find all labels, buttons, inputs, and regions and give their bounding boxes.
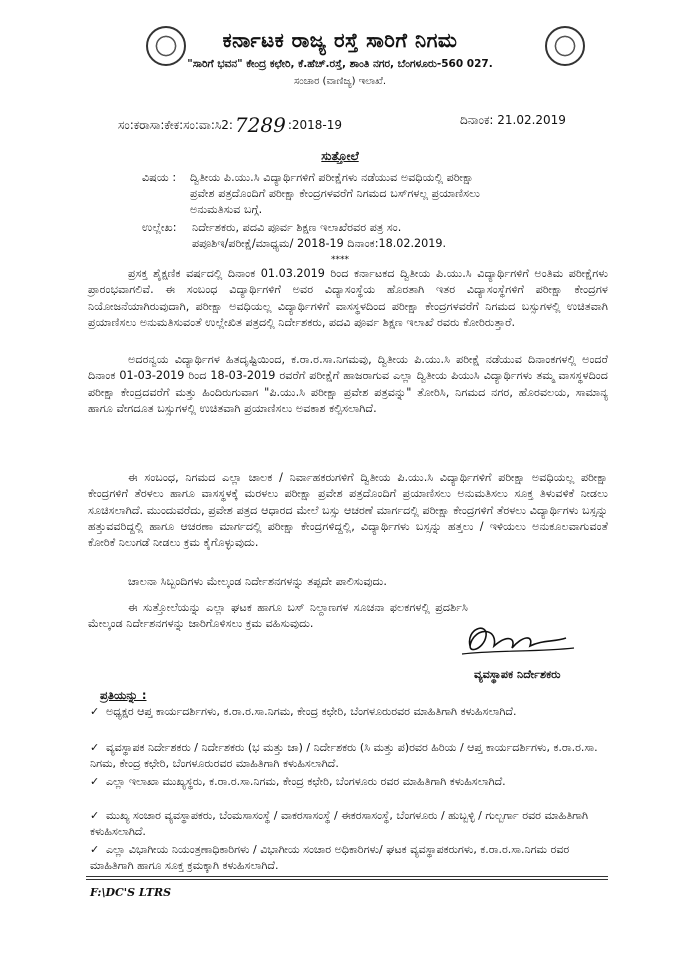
department-line: ಸಂಚಾರ (ವಾಣಿಜ್ಯ) ಇಲಾಖೆ. xyxy=(293,76,387,87)
handwritten-number: 7289 xyxy=(234,113,286,137)
body-paragraph: ಈ ಸಂಬಂಧ, ನಿಗಮದ ಎಲ್ಲಾ ಚಾಲಕ / ನಿರ್ವಾಹಕರುಗಳಿಗೆ ದ್ವಿತೀಯ ಪಿ.ಯು.ಸಿ ವಿದ್ಯಾರ್ಥಿಗಳಿಗೆ ಪರೀಕ್ಷಾ ಅವಧಿಯಲ್ಲ ಪರೀಕ್ಷಾ ಕೇಂದ್ರಗಳಿಗೆ ತೆರಳಲು ಹಾಗೂ ವಾಸಸ್ಥಳಕ್ಕೆ ಮರಳಲು ಪರೀಕ್ಷಾ ಪ್ರವೇಶ ಪತ್ರದೊಂದಿಗೆ ಪ್ರಯಾಣಿಸಲು ಅನುಮತಿಸಲು ಸೂಕ್ತ ತಿಳುವಳಿಕೆ ನೀಡಲು ಸೂಚಿಸಲಾಗಿದೆ. ಮುಂದುವರೆದು, ಪ್ರವೇಶ ಪತ್ರದ ಆಧಾರದ ಮೇಲೆ ಬಸ್ಸು ಆಚರಣೆ ಮಾರ್ಗದಲ್ಲಿ ಪರೀಕ್ಷಾ ಕೇಂದ್ರಗಳಿಗೆ ತೆರಳಲು ವಿದ್ಯಾರ್ಥಿಗಳು ಬಸ್ಸನ್ನು ಹತ್ತುವವರಿದ್ದಲ್ಲಿ ಹಾಗೂ ಆಚರಣಾ ಮಾರ್ಗದಲ್ಲಿ ಪರೀಕ್ಷಾ ಕೇಂದ್ರಗಳಿದ್ದಲ್ಲಿ, ವಿದ್ಯಾರ್ಥಿಗಳು ಬಸ್ಸನ್ನು ಹತ್ತಲು / ಇಳಿಯಲು ಅನುಕೂಲವಾಗುವಂತೆ ಕೋರಿಕೆ ನಿಲುಗಡೆ ನೀಡಲು ಕ್ರಮ ಕೈಗೊಳ್ಳುವುದು. xyxy=(88,471,608,550)
body-paragraph: ಅದರನ್ವಯ ವಿದ್ಯಾರ್ಥಿಗಳ ಹಿತದೃಷ್ಟಿಯಿಂದ, ಕ.ರಾ.ರ.ಸಾ.ನಿಗಮವು, ದ್ವಿತೀಯ ಪಿ.ಯು.ಸಿ ಪರೀಕ್ಷೆ ನಡೆಯುವ ದಿನಾಂಕಗಳಲ್ಲಿ ಅಂದರೆ ದಿನಾಂಕ 01-03-2019 ರಿಂದ 18-03-2019 ರವರೆಗೆ ಪರೀಕ್ಷೆಗೆ ಹಾಜರಾಗುವ ಎಲ್ಲಾ ದ್ವಿತೀಯ ಪಿಯುಸಿ ವಿದ್ಯಾರ್ಥಿಗಳು ತಮ್ಮ ವಾಸಸ್ಥಳದಿಂದ ಪರೀಕ್ಷಾ ಕೇಂದ್ರದವರೆಗೆ ಮತ್ತು ಹಿಂದಿರುಗುವಾಗ "ಪಿ.ಯು.ಸಿ ಪರೀಕ್ಷಾ ಪ್ರವೇಶ ಪತ್ರವನ್ನು" ತೋರಿಸಿ, ನಿಗಮದ ನಗರ, ಹೊರವಲಯ, ಸಾಮಾನ್ಯ ಹಾಗೂ ವೇಗದೂತ ಬಸ್ಸುಗಳಲ್ಲಿ ಉಚಿತವಾಗಿ ಪ್ರಯಾಣಿಸಲು ಅವಕಾಶ ಕಲ್ಪಿಸಲಾಗಿದೆ. xyxy=(88,353,608,415)
check-icon: ✓ xyxy=(90,775,100,788)
reference-prefix: ಸಂ:ಕರಾಸಾ:ಕೇಕ:ಸಂ:ವಾ:ಸಿ2: xyxy=(118,118,233,132)
copy-item-text: ಎಲ್ಲಾ ವಿಭಾಗೀಯ ನಿಯಂತ್ರಣಾಧಿಕಾರಿಗಳು / ವಿಭಾಗೀಯ ಸಂಚಾರ ಅಧಿಕಾರಿಗಳು/ ಘಟಕ ವ್ಯವಸ್ಥಾಪಕರುಗಳು, ಕ.ರಾ.ರ.ಸಾ.ನಿಗಮ ರವರ ಮಾಹಿತಿಗಾಗಿ ಹಾಗೂ ಸೂಕ್ತ ಕ್ರಮಕ್ಕಾಗಿ ಕಳುಹಿಸಲಾಗಿದೆ. xyxy=(90,843,570,873)
copy-item-text: ವ್ಯವಸ್ಥಾಪಕ ನಿರ್ದೇಶಕರು / ನಿರ್ದೇಶಕರು (ಭ ಮತ್ತು ಜಾ) / ನಿರ್ದೇಶಕರು (ಸಿ ಮತ್ತು ಪ)ರವರ ಹಿರಿಯ / ಆಪ್ತ ಕಾರ್ಯದರ್ಶಿಗಳು, ಕ.ರಾ.ರ.ಸಾ. ನಿಗಮ, ಕೇಂದ್ರ ಕಛೇರಿ, ಬೆಂಗಳೂರುರವರ ಮಾಹಿತಿಗಾಗಿ ಕಳುಹಿಸಲಾಗಿದೆ. xyxy=(90,741,598,771)
copy-item xyxy=(90,774,615,790)
organization-name: ಕರ್ನಾಟಕ ರಾಜ್ಯ ರಸ್ತೆ ಸಾರಿಗೆ ನಿಗಮ xyxy=(222,28,458,52)
file-path-footer: F:\DC'S LTRS xyxy=(90,886,172,899)
organization-address: "ಸಾರಿಗೆ ಭವನ" ಕೇಂದ್ರ ಕಛೇರಿ, ಕೆ.ಹೆಚ್.ರಸ್ತೆ, ಶಾಂತಿ ನಗರ, ಬೆಂಗಳೂರು-560 027. xyxy=(187,58,493,70)
check-icon: ✓ xyxy=(90,809,100,822)
footer-divider xyxy=(86,876,608,877)
reference-note-line: ಪಪೂಶಿಇ/ಪರೀಕ್ಷೆ/ಮಾಧ್ಯಮ/ 2018-19 ದಿನಾಂಕ:18.02.2019. xyxy=(192,237,447,250)
copy-item-text: ಮುಖ್ಯ ಸಂಚಾರ ವ್ಯವಸ್ಥಾಪಕರು, ಬೆಂಮಸಾಸಂಸ್ಥೆ / ವಾಕರಸಾಸಂಸ್ಥೆ / ಈಕರಸಾಸಂಸ್ಥೆ, ಬೆಂಗಳೂರು / ಹುಬ್ಬಳ್ಳಿ / ಗುಲ್ಬರ್ಗಾ ರವರ ಮಾಹಿತಿಗಾಗಿ ಕಳುಹಿಸಲಾಗಿದೆ. xyxy=(90,809,589,839)
copy-item xyxy=(90,842,615,875)
signatory-title: ವ್ಯವಸ್ಥಾಪಕ ನಿರ್ದೇಶಕರು xyxy=(474,668,561,681)
copy-item-text: ಎಲ್ಲಾ ಇಲಾಖಾ ಮುಖ್ಯಸ್ಥರು, ಕ.ರಾ.ರ.ಸಾ.ನಿಗಮ, ಕೇಂದ್ರ ಕಛೇರಿ, ಬೆಂಗಳೂರು ರವರ ಮಾಹಿತಿಗಾಗಿ ಕಳುಹಿಸಲಾಗಿದೆ. xyxy=(106,775,506,788)
subject-line: ದ್ವಿತೀಯ ಪಿ.ಯು.ಸಿ ವಿದ್ಯಾರ್ಥಿಗಳಿಗೆ ಪರೀಕ್ಷೆಗಳು ನಡೆಯುವ ಅವಧಿಯಲ್ಲಿ ಪರೀಕ್ಷಾ xyxy=(190,171,474,184)
copy-item xyxy=(90,704,615,720)
check-icon: ✓ xyxy=(90,705,100,718)
check-icon: ✓ xyxy=(90,741,100,754)
copies-heading: ಪ್ರತಿಯನ್ನು : xyxy=(100,688,147,702)
check-icon: ✓ xyxy=(90,843,100,856)
copy-item-text: ಅಧ್ಯಕ್ಷರ ಆಪ್ತ ಕಾರ್ಯದರ್ಶಿಗಳು, ಕ.ರಾ.ರ.ಸಾ.ನಿಗಮ, ಕೇಂದ್ರ ಕಛೇರಿ, ಬೆಂಗಳೂರುರವರ ಮಾಹಿತಿಗಾಗಿ ಕಳುಹಿಸಲಾಗಿದೆ. xyxy=(106,705,517,718)
body-paragraph: ಚಾಲನಾ ಸಿಬ್ಬಂದಿಗಳು ಮೇಲ್ಕಂಡ ನಿರ್ದೇಶನಗಳನ್ನು ತಪ್ಪದೇ ಪಾಲಿಸುವುದು. xyxy=(128,575,387,588)
body-paragraph: ಪ್ರಸಕ್ತ ಶೈಕ್ಷಣಿಕ ವರ್ಷದಲ್ಲಿ ದಿನಾಂಕ 01.03.2019 ರಿಂದ ಕರ್ನಾಟಕದ ದ್ವಿತೀಯ ಪಿ.ಯು.ಸಿ ವಿದ್ಯಾರ್ಥಿಗಳಿಗೆ ಅಂತಿಮ ಪರೀಕ್ಷೆಗಳು ಪ್ರಾರಂಭವಾಗಲಿವೆ. ಈ ಸಂಬಂಧ ವಿದ್ಯಾರ್ಥಿಗಳಿಗೆ ಅವರ ವಿದ್ಯಾಸಂಸ್ಥೆಯ ಹೊರತಾಗಿ ಇತರ ವಿದ್ಯಾಸಂಸ್ಥೆಗಳಿಗೆ ಪರೀಕ್ಷಾ ಕೇಂದ್ರಗಳ ನಿಯೋಜನೆಯಾಗಿರುವುದಾಗಿ, ಪರೀಕ್ಷಾ ಅವಧಿಯಲ್ಲ ವಿದ್ಯಾರ್ಥಿಗಳಿಗೆ ವಾಸಸ್ಥಳದಿಂದ ಪರೀಕ್ಷಾ ಕೇಂದ್ರಗಳವರೆಗೆ ನಿಗಮದ ಬಸ್ಸುಗಳಲ್ಲಿ ಉಚಿತವಾಗಿ ಪ್ರಯಾಣಿಸಲು ಅನುಮತಿಸುವಂತೆ ಉಲ್ಲೇಖಿತ ಪತ್ರದಲ್ಲಿ ನಿರ್ದೇಶಕರು, ಪದವಿ ಪೂರ್ವ ಶಿಕ್ಷಣ ಇಲಾಖೆ ರವರು ಕೋರಿರುತ್ತಾರೆ. xyxy=(88,267,608,329)
reference-note-label: ಉಲ್ಲೇಖ: xyxy=(142,221,177,234)
signature-icon xyxy=(458,616,578,664)
circular-title: ಸುತ್ತೋಲೆ xyxy=(321,149,359,163)
body-paragraph: ಈ ಸುತ್ತೋಲೆಯನ್ನು ಎಲ್ಲಾ ಘಟಕ ಹಾಗೂ ಬಸ್ ನಿಲ್ದಾಣಗಳ ಸೂಚನಾ ಫಲಕಗಳಲ್ಲಿ ಪ್ರದರ್ಶಿಸಿ ಮೇಲ್ಕಂಡ ನಿರ್ದೇಶನಗಳನ್ನು ಜಾರಿಗೊಳಿಸಲು ಕ್ರಮ ವಹಿಸುವುದು. xyxy=(88,601,468,631)
footer-divider xyxy=(86,879,608,880)
subject-line: ಅನುಮತಿಸುವ ಬಗ್ಗೆ. xyxy=(190,203,263,216)
reference-suffix: :2018-19 xyxy=(287,118,343,132)
copy-item xyxy=(90,808,615,841)
reference-note-line: ನಿರ್ದೇಶಕರು, ಪದವಿ ಪೂರ್ವ ಶಿಕ್ಷಣ ಇಲಾಖೆರವರ ಪತ್ರ ಸಂ. xyxy=(192,221,402,234)
subject-line: ಪ್ರವೇಶ ಪತ್ರದೊಂದಿಗೆ ಪರೀಕ್ಷಾ ಕೇಂದ್ರಗಳವರೆಗೆ ನಿಗಮದ ಬಸ್‌ಗಳಲ್ಲ ಪ್ರಯಾಣಿಸಲು xyxy=(190,187,480,200)
separator: **** xyxy=(331,255,349,265)
copy-item xyxy=(90,740,615,773)
letter-date: ದಿನಾಂಕ: 21.02.2019 xyxy=(460,113,566,127)
subject-label: ವಿಷಯ : xyxy=(142,171,177,184)
reference-number xyxy=(118,113,342,137)
